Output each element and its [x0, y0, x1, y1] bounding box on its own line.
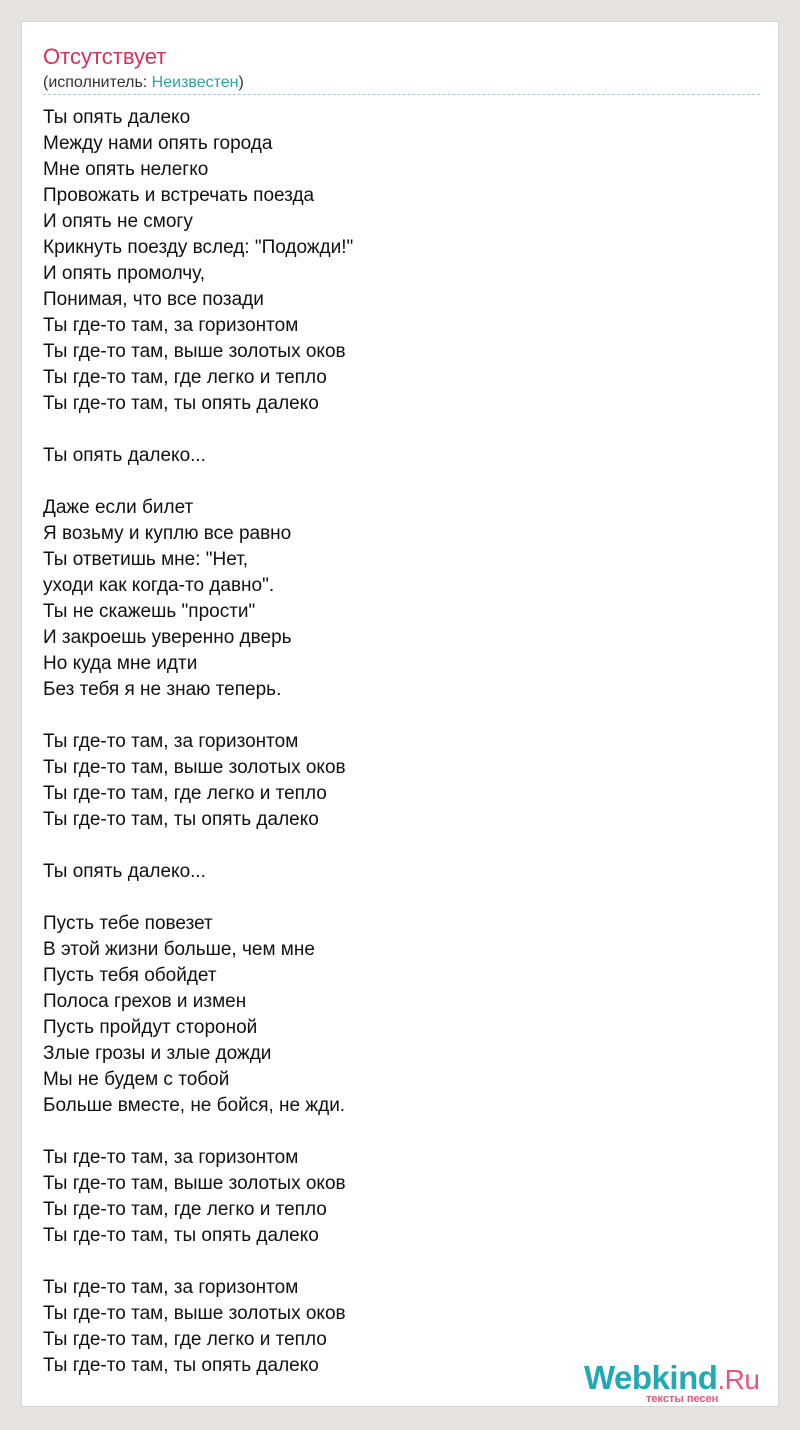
song-title: Отсутствует [43, 44, 167, 69]
lyric-line: Даже если билет [43, 497, 194, 518]
lyric-line: Ты не скажешь "прости" [43, 601, 256, 622]
lyric-line: Пусть тебя обойдет [43, 965, 217, 986]
lyric-line: Ты где-то там, ты опять далеко [43, 1225, 319, 1246]
lyric-line: Полоса грехов и измен [43, 991, 247, 1012]
lyric-line: Понимая, что все позади [43, 289, 264, 310]
logo-tagline: тексты песен [646, 1393, 719, 1405]
lyric-line: Ты где-то там, где легко и тепло [43, 783, 327, 804]
lyric-line: Ты где-то там, выше золотых оков [43, 1303, 346, 1324]
lyric-line: И опять промолчу, [43, 263, 206, 284]
lyric-line: уходи как когда-то давно". [43, 575, 275, 596]
lyric-line: Ты где-то там, ты опять далеко [43, 809, 319, 830]
lyric-line: Ты где-то там, выше золотых оков [43, 341, 346, 362]
site-logo[interactable] [584, 1358, 784, 1408]
lyric-line [43, 1249, 743, 1275]
lyric-line: Мне опять нелегко [43, 159, 209, 180]
logo-main-text: Webkind [584, 1359, 718, 1396]
lyrics-card [21, 21, 779, 1407]
lyric-line [43, 703, 743, 729]
lyric-line [43, 1119, 743, 1145]
lyric-line: Без тебя я не знаю теперь. [43, 679, 282, 700]
lyric-line [43, 885, 743, 911]
lyric-line: Ты опять далеко... [43, 861, 206, 882]
lyric-line: Ты где-то там, где легко и тепло [43, 1199, 327, 1220]
title-divider [43, 94, 760, 95]
lyric-line [43, 417, 743, 443]
lyric-line: Ты где-то там, ты опять далеко [43, 1355, 319, 1376]
lyric-line: Пусть пройдут стороной [43, 1017, 258, 1038]
artist-suffix: ) [238, 74, 244, 91]
lyric-line: Ты где-то там, за горизонтом [43, 1147, 299, 1168]
lyric-line: Злые грозы и злые дожди [43, 1043, 272, 1064]
lyric-line: Ты где-то там, где легко и тепло [43, 1329, 327, 1350]
lyric-line: Ты где-то там, за горизонтом [43, 315, 299, 336]
lyric-line: Ты опять далеко... [43, 445, 206, 466]
lyric-line [43, 833, 743, 859]
lyric-line: Ты где-то там, за горизонтом [43, 731, 299, 752]
lyric-line: И опять не смогу [43, 211, 193, 232]
lyrics-text [43, 105, 743, 1379]
lyric-line: Ты опять далеко [43, 107, 191, 128]
artist-line [43, 73, 244, 93]
lyric-line: В этой жизни больше, чем мне [43, 939, 315, 960]
lyric-line: И закроешь уверенно дверь [43, 627, 292, 648]
lyric-line: Ты ответишь мне: "Нет, [43, 549, 249, 570]
lyric-line: Ты где-то там, за горизонтом [43, 1277, 299, 1298]
artist-prefix: (исполнитель: [43, 74, 152, 91]
lyric-line [43, 469, 743, 495]
lyric-line: Мы не будем с тобой [43, 1069, 230, 1090]
artist-link[interactable]: Неизвестен [151, 74, 239, 91]
lyric-line: Ты где-то там, выше золотых оков [43, 1173, 346, 1194]
lyric-line: Ты где-то там, где легко и тепло [43, 367, 327, 388]
logo-suffix: .Ru [717, 1364, 760, 1395]
lyric-line: Крикнуть поезду вслед: "Подожди!" [43, 237, 354, 258]
lyric-line: Больше вместе, не бойся, не жди. [43, 1095, 346, 1116]
lyric-line: Пусть тебе повезет [43, 913, 213, 934]
lyric-line: Провожать и встречать поезда [43, 185, 315, 206]
lyric-line: Но куда мне идти [43, 653, 198, 674]
lyric-line: Я возьму и куплю все равно [43, 523, 292, 544]
lyric-line: Между нами опять города [43, 133, 273, 154]
lyric-line: Ты где-то там, ты опять далеко [43, 393, 319, 414]
lyric-line: Ты где-то там, выше золотых оков [43, 757, 346, 778]
